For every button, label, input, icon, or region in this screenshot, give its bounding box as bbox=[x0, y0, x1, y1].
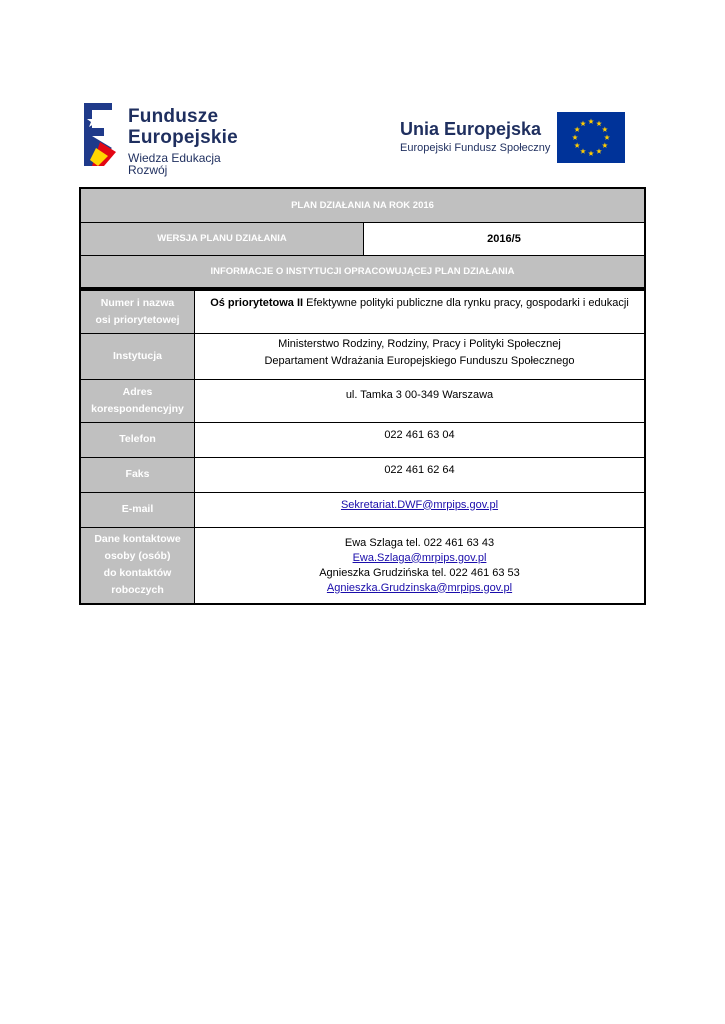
institution-label: Instytucja bbox=[80, 333, 195, 379]
phone-label: Telefon bbox=[80, 422, 195, 457]
phone-value: 022 461 63 04 bbox=[195, 422, 646, 457]
axis-value bbox=[195, 290, 646, 333]
axis-label bbox=[80, 290, 195, 333]
contact-ewa-email-link[interactable]: Ewa.Szlaga@mrpips.gov.pl bbox=[352, 551, 487, 564]
fundusze-logo-line1: Fundusze bbox=[128, 106, 219, 127]
axis-number: Oś priorytetowa II bbox=[210, 297, 304, 309]
contact-agnieszka: Agnieszka Grudzińska tel. 022 461 63 53 bbox=[319, 566, 520, 579]
axis-label-line2: osi priorytetowej bbox=[95, 313, 180, 326]
institution-details-table bbox=[79, 289, 646, 605]
address-label-line2: korespondencyjny bbox=[91, 402, 184, 415]
institution-ministry: Ministerstwo Rodziny, Rodziny, Pracy i Polityki Społecznej bbox=[278, 337, 561, 350]
fundusze-europejskie-emblem-icon bbox=[82, 100, 126, 168]
contacts-label-line3: do kontaktów bbox=[103, 567, 172, 580]
contacts-label-line2: osoby (osób) bbox=[104, 550, 171, 563]
contacts-label-line1: Dane kontaktowe bbox=[94, 533, 181, 546]
plan-title-header: PLAN DZIAŁANIA NA ROK 2016 bbox=[80, 188, 645, 222]
unia-logo-line1: Unia Europejska bbox=[400, 119, 542, 139]
contact-agnieszka-email-link[interactable]: Agnieszka.Grudzinska@mrpips.gov.pl bbox=[326, 581, 513, 594]
unia-logo-text bbox=[400, 120, 550, 154]
address-label-line1: Adres bbox=[122, 385, 153, 398]
contact-ewa: Ewa Szlaga tel. 022 461 63 43 bbox=[344, 536, 495, 549]
contacts-value bbox=[195, 527, 646, 604]
address-label bbox=[80, 379, 195, 422]
unia-logo-line2: Europejski Fundusz Społeczny bbox=[400, 142, 551, 154]
fundusze-europejskie-logo bbox=[82, 100, 262, 177]
institution-department: Departament Wdrażania Europejskiego Funduszu Społecznego bbox=[264, 354, 575, 367]
address-value: ul. Tamka 3 00-349 Warszawa bbox=[195, 379, 646, 422]
email-value bbox=[195, 492, 646, 527]
fundusze-logo-line2: Europejskie bbox=[128, 127, 238, 148]
institution-value bbox=[195, 333, 646, 379]
eu-flag-icon bbox=[557, 112, 625, 163]
version-value: 2016/5 bbox=[364, 222, 646, 255]
fundusze-logo-text bbox=[128, 107, 262, 176]
action-plan-table bbox=[79, 187, 646, 289]
axis-name: Efektywne polityki publiczne dla rynku pracy, gospodarki i edukacji bbox=[303, 297, 629, 309]
fax-value: 022 461 62 64 bbox=[195, 457, 646, 492]
contacts-label-line4: roboczych bbox=[111, 584, 164, 597]
fundusze-logo-tagline: Wiedza Edukacja Rozwój bbox=[128, 151, 221, 177]
contacts-label bbox=[80, 527, 195, 604]
version-label: WERSJA PLANU DZIAŁANIA bbox=[80, 222, 364, 255]
unia-europejska-logo bbox=[400, 112, 630, 166]
email-link[interactable]: Sekretariat.DWF@mrpips.gov.pl bbox=[340, 498, 499, 511]
email-label: E-mail bbox=[80, 492, 195, 527]
institution-section-header: INFORMACJE O INSTYTUCJI OPRACOWUJĄCEJ PLAN DZIAŁANIA bbox=[80, 255, 645, 288]
fax-label: Faks bbox=[80, 457, 195, 492]
axis-label-line1: Numer i nazwa bbox=[100, 296, 175, 309]
